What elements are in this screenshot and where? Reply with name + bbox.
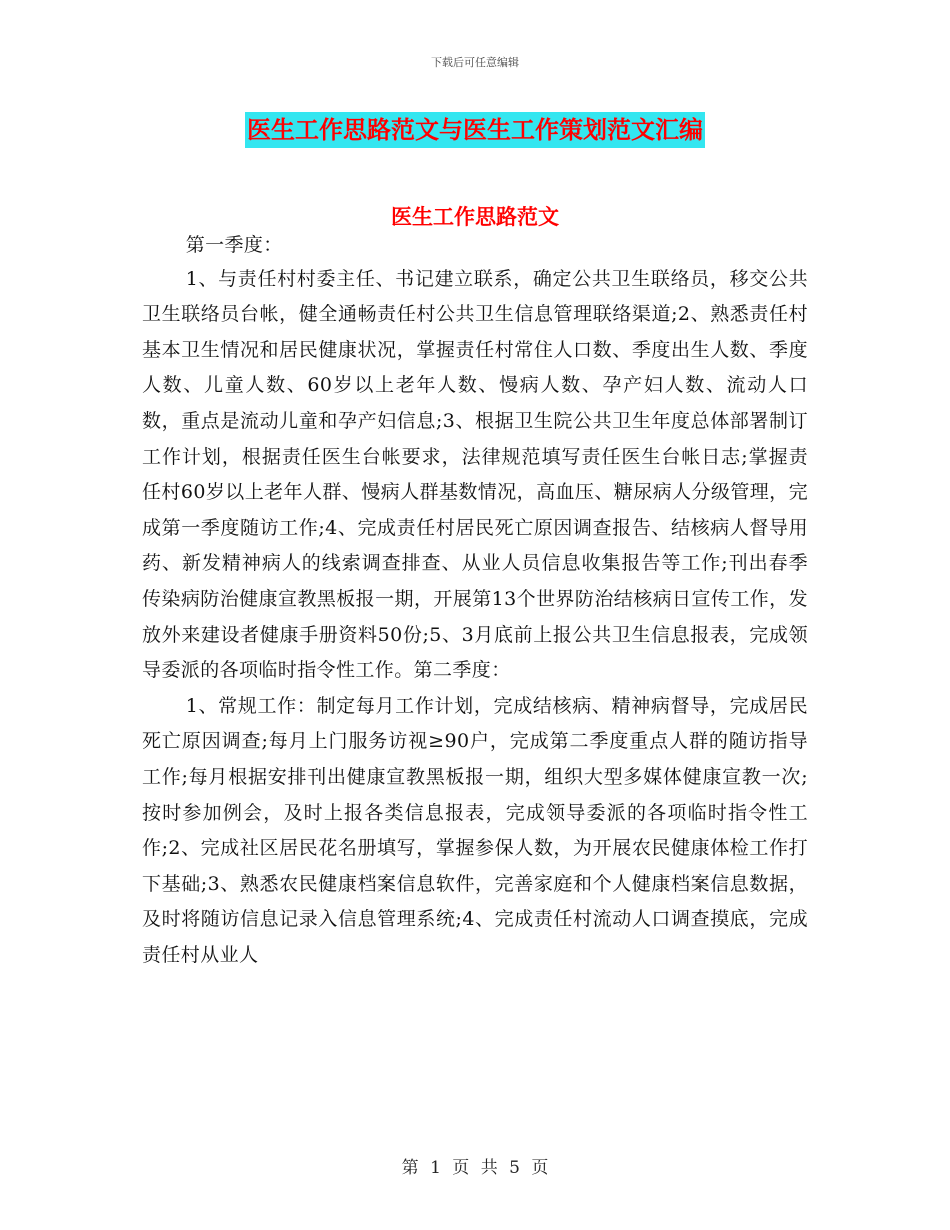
document-title-wrap [0, 112, 950, 148]
document-title: 医生工作思路范文与医生工作策划范文汇编 [245, 112, 705, 148]
header-note: 下载后可任意编辑 [431, 56, 519, 69]
paragraph-quarter-one-heading: 第一季度： [185, 234, 283, 256]
paragraph-quarter-one-body: 1、与责任村村委主任、书记建立联系，确定公共卫生联络员，移交公共卫生联络员台帐，健全通畅责任村公共卫生信息管理联络渠道;2、熟悉责任村基本卫生情况和居民健康状况，掌握责任村常住人口数、季度出生人数、季度人数、儿童人数、60岁以上老年人数、慢病人数、孕产妇人数、流动人口 数，重点是流动儿童和孕产妇信息;3、根据卫生院公共卫生年度总体部署制订工作计划，根据责任医生台帐要求，法律规范填写责任医生台帐日志;掌握责任村60岁以上老年人群、慢病人群基数情况，高血压、糖尿病人分级管理，完成第一季度随访工作;4、完成责任村居民死亡原因调查报告、结核病人督导用药、新发精神病人的线索调查排查、从业人员信息收集报告等工作;刊出春季传染病防治健康宣教黑板报一期，开展第13个世界防治结核病日宣传工作，发放外来建设者健康手册资料50份;5、3月底前上报公共卫生信息报表，完成领导委派的各项临时指令性工作。第二季度： [142, 267, 808, 682]
section-title: 医生工作思路范文 [391, 205, 559, 229]
page-indicator: 第 1 页 共 5 页 [401, 1158, 549, 1178]
paragraph-quarter-two-body: 1、常规工作：制定每月工作计划，完成结核病、精神病督导，完成居民死亡原因调查;每月上门服务访视≥90户，完成第二季度重点人群的随访指导工作;每月根据安排刊出健康宣教黑板报一期，组织大型多媒体健康宣教一次;按时参加例会，及时上报各类信息报表，完成领导委派的各项临时指令性工作;2、完成社区居民花名册填写，掌握参保人数，为开展农民健康体检工作打下基础;3、熟悉农民健康档案信息软件，完善家庭和个人健康档案信息数据，及时将随访信息记录入信息管理系统;4、完成责任村流动人口调查摸底，完成责任村从业人 [142, 694, 808, 966]
body-text [142, 226, 808, 973]
